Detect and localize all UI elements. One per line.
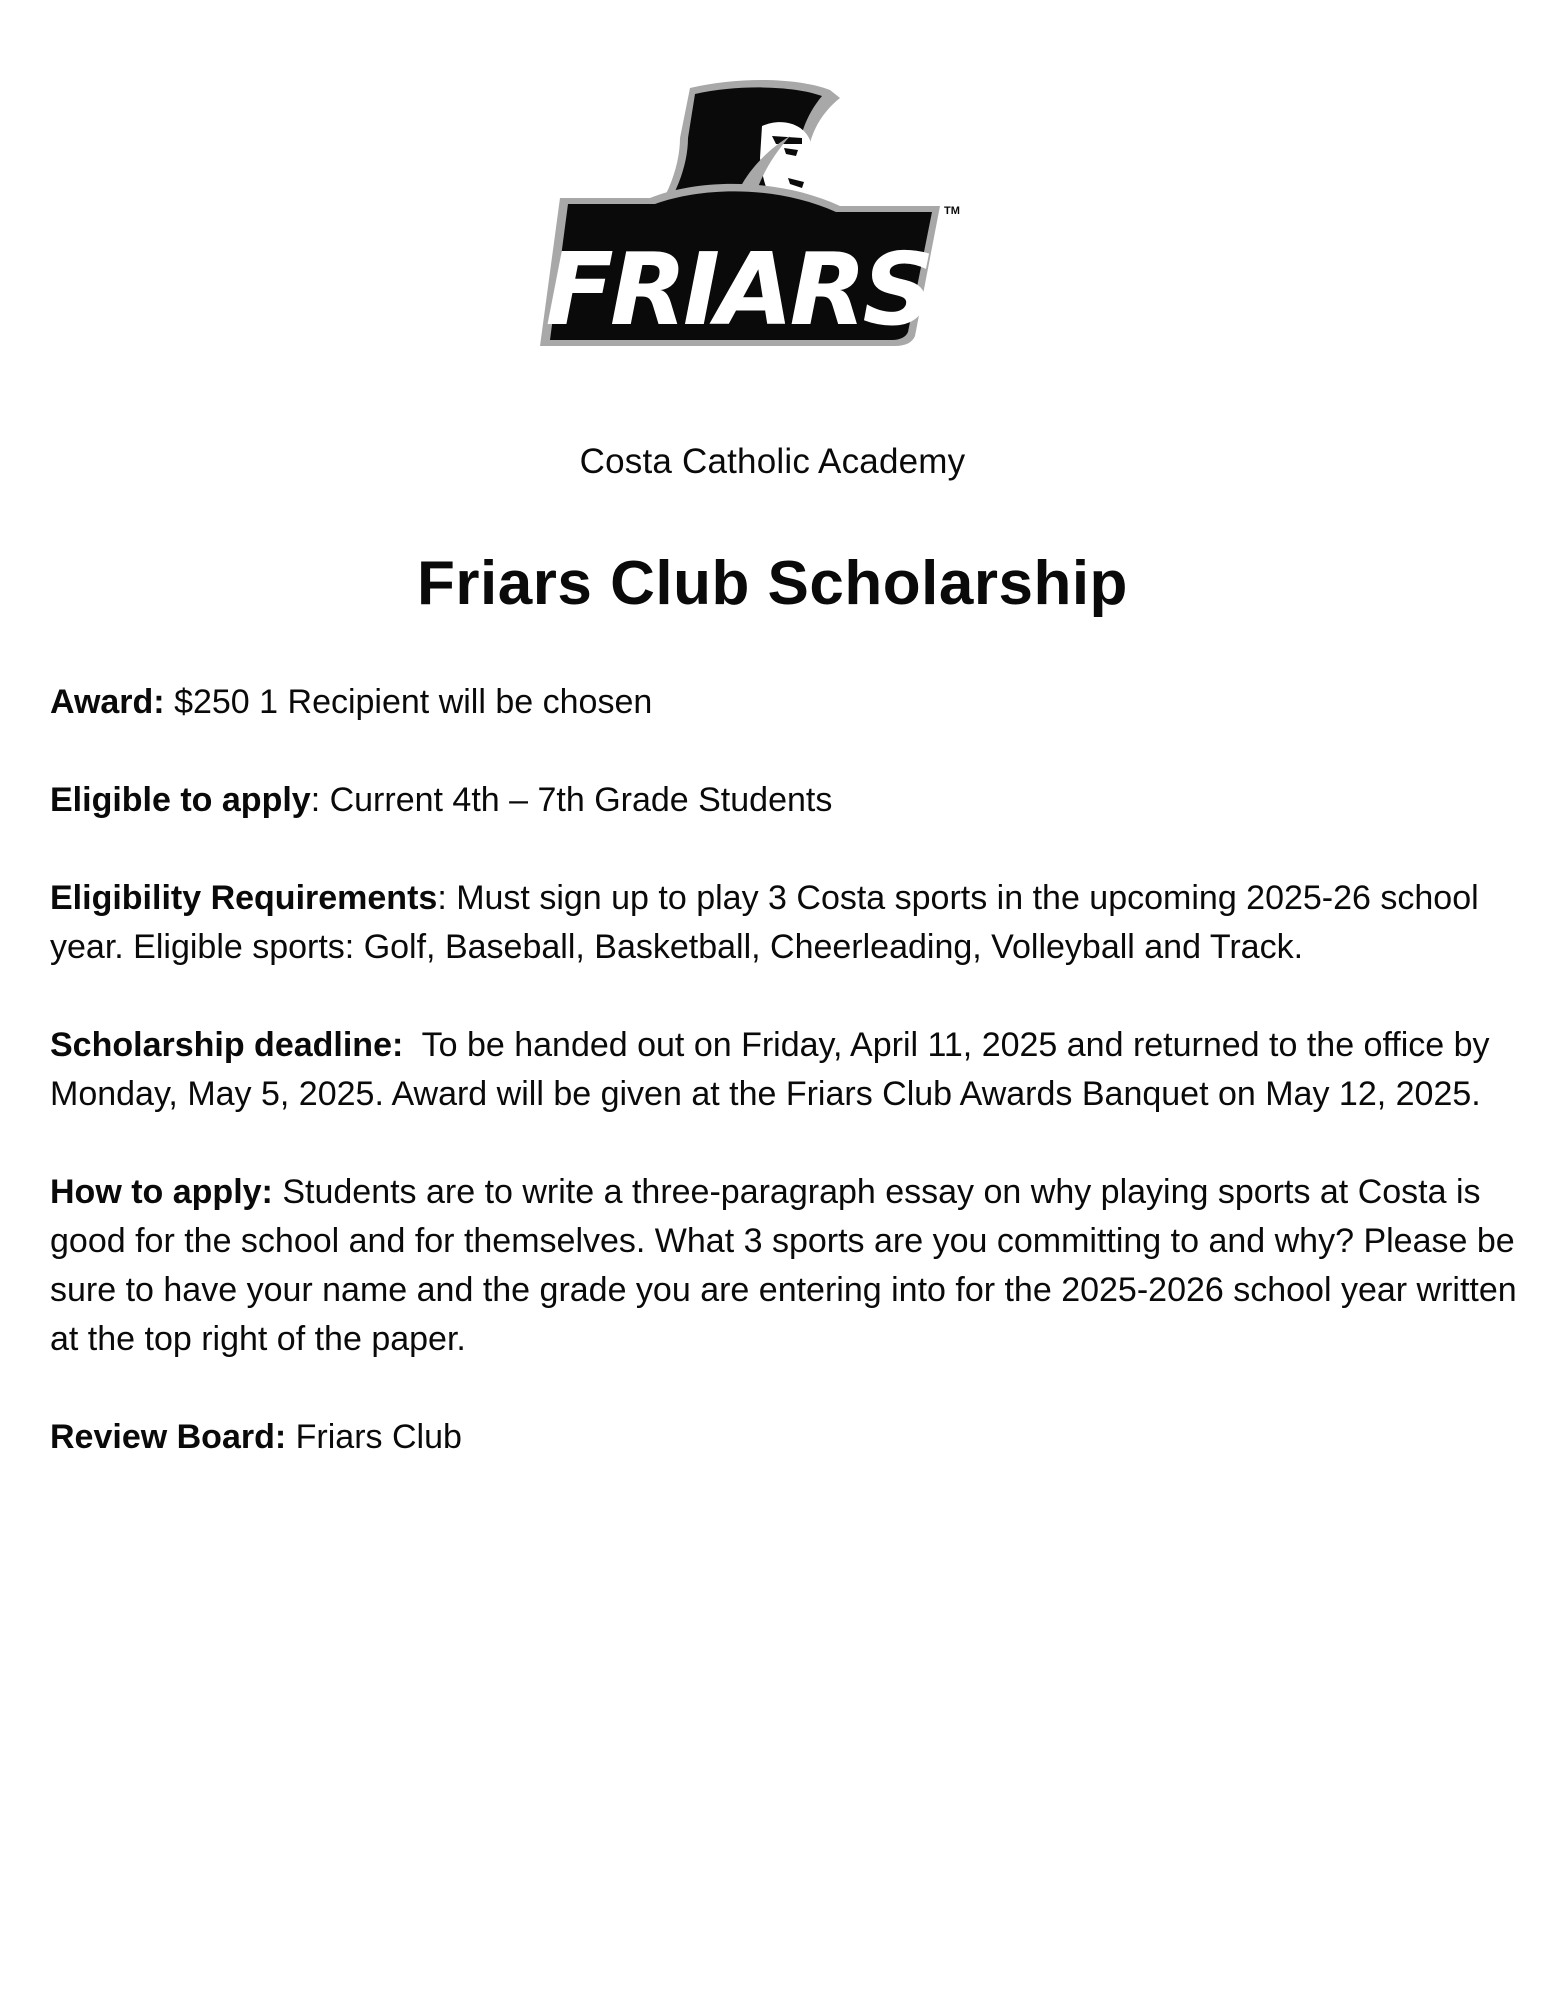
page-title: Friars Club Scholarship [417, 549, 1128, 618]
how-to-apply-section [50, 1168, 1520, 1364]
eligibility-requirements-label: Eligibility Requirements [50, 879, 438, 917]
eligibility-requirements-value: : Must sign up to play 3 Costa sports in the upcoming 2025-26 school year. Eligible sports: Golf, Baseball, Basketball, Cheerleading, Volleyball and Track. [50, 879, 1479, 966]
award-label: Award: [50, 683, 165, 721]
award-section [50, 678, 1520, 727]
award-value: $250 1 Recipient will be chosen [164, 683, 653, 721]
svg-text:FRIARS: FRIARS [545, 231, 931, 348]
review-board-label: Review Board: [50, 1418, 287, 1456]
eligibility-requirements-section [50, 874, 1520, 972]
eligible-section [50, 776, 1520, 825]
deadline-value: To be handed out on Friday, April 11, 2025 and returned to the office by Monday, May 5, 2025. Award will be given at the Friars Club Awards Banquet on May 12, 2025. [50, 1026, 1500, 1113]
how-to-apply-label: How to apply: [50, 1173, 273, 1211]
eligible-label: Eligible to apply [50, 781, 311, 819]
svg-text:TM: TM [944, 205, 960, 217]
friars-logo [540, 78, 970, 348]
review-board-section [50, 1413, 1520, 1462]
scholarship-details [50, 678, 1520, 1511]
friar-hooded-head-icon [540, 78, 970, 348]
eligible-value: : Current 4th – 7th Grade Students [310, 781, 833, 819]
how-to-apply-value: Students are to write a three-paragraph essay on why playing sports at Costa is good for the school and for themselves. What 3 sports are you committing to and why? Please be sure to have your name and the grade you are entering into for the 2025-2026 school year written at the top right of the paper. [50, 1173, 1517, 1358]
deadline-section [50, 1021, 1520, 1119]
deadline-label: Scholarship deadline: [50, 1026, 404, 1064]
school-name: Costa Catholic Academy [579, 442, 966, 481]
review-board-value: Friars Club [286, 1418, 462, 1456]
